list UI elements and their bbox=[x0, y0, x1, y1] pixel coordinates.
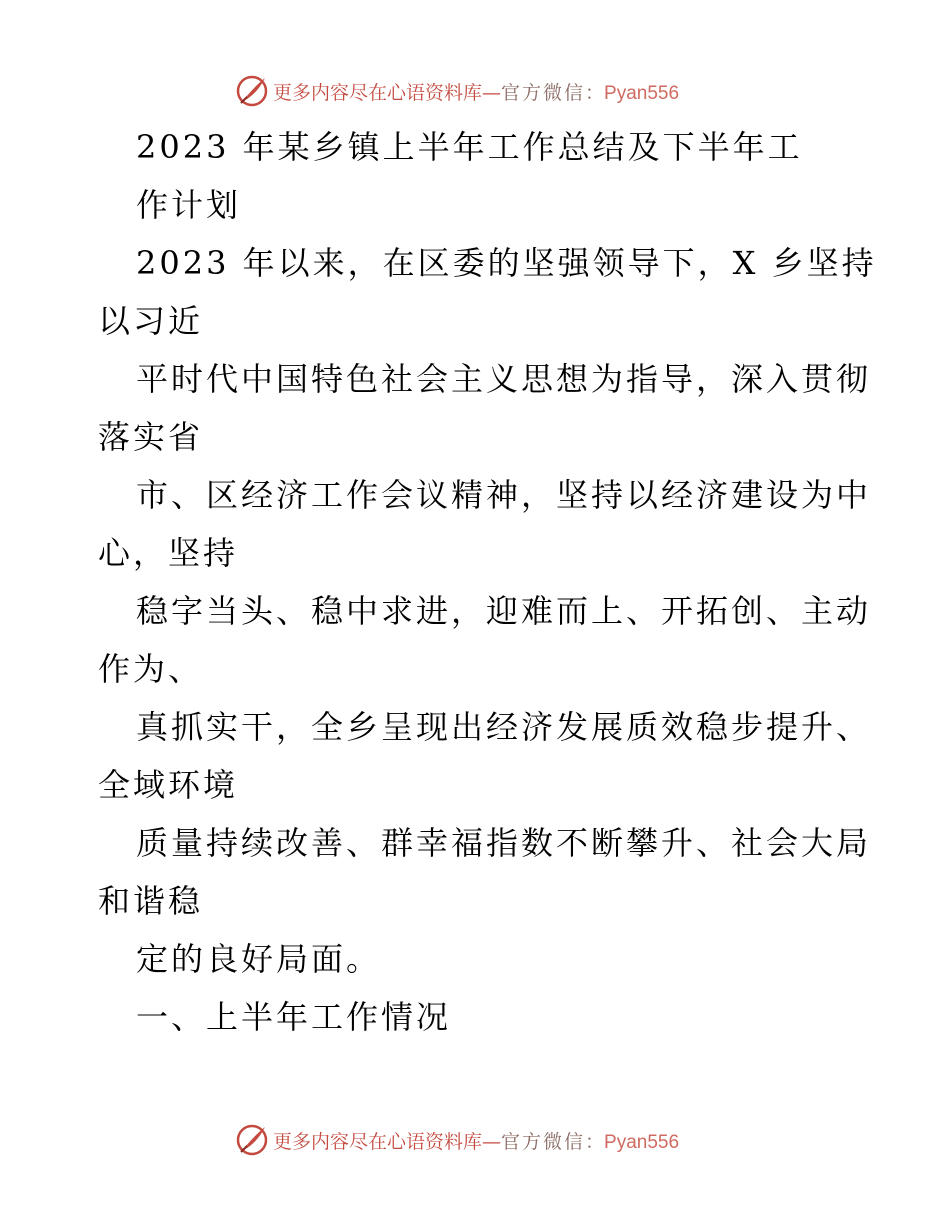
paragraph-line: 平时代中国特色社会主义思想为指导，深入贯彻 bbox=[136, 360, 872, 398]
paragraph-line: 落实省 bbox=[98, 418, 204, 456]
paragraph-line: 作为、 bbox=[98, 650, 204, 688]
title-line-2: 作计划 bbox=[136, 186, 242, 224]
paragraph-line: 以习近 bbox=[98, 302, 204, 340]
document-body bbox=[98, 118, 877, 1046]
title-line-1: 2023 年某乡镇上半年工作总结及下半年工 bbox=[136, 128, 803, 166]
quill-logo-icon bbox=[235, 74, 269, 108]
quill-logo-icon bbox=[235, 1123, 269, 1157]
paragraph-line: 质量持续改善、群幸福指数不断攀升、社会大局 bbox=[136, 824, 872, 862]
banner-text bbox=[273, 1127, 679, 1154]
footer-banner bbox=[235, 1122, 715, 1158]
banner-wechat-id: Pyan556 bbox=[604, 1131, 680, 1153]
paragraph-line: 2023 年以来，在区委的坚强领导下，X 乡坚持 bbox=[136, 244, 877, 282]
paragraph-line: 和谐稳 bbox=[98, 882, 204, 920]
section-heading: 一、上半年工作情况 bbox=[136, 998, 452, 1036]
banner-library-text: 更多内容尽在心语资料库 bbox=[273, 1130, 483, 1153]
paragraph-line: 心，坚持 bbox=[98, 534, 239, 572]
banner-wechat-label: 官方微信 bbox=[501, 1130, 586, 1153]
paragraph-line: 市、区经济工作会议精神，坚持以经济建设为中 bbox=[136, 476, 872, 514]
header-banner bbox=[235, 73, 715, 109]
paragraph-line: 真抓实干，全乡呈现出经济发展质效稳步提升、 bbox=[136, 708, 872, 746]
banner-colon: ： bbox=[585, 81, 605, 104]
banner-text bbox=[273, 78, 679, 105]
paragraph-line: 定的良好局面。 bbox=[136, 940, 382, 978]
banner-dash: — bbox=[482, 1130, 502, 1153]
paragraph-line: 全域环境 bbox=[98, 766, 239, 804]
banner-library-text: 更多内容尽在心语资料库 bbox=[273, 81, 483, 104]
banner-wechat-id: Pyan556 bbox=[604, 82, 680, 104]
paragraph-line: 稳字当头、稳中求进，迎难而上、开拓创、主动 bbox=[136, 592, 872, 630]
banner-colon: ： bbox=[585, 1130, 605, 1153]
banner-dash: — bbox=[482, 81, 502, 104]
banner-wechat-label: 官方微信 bbox=[501, 81, 586, 104]
